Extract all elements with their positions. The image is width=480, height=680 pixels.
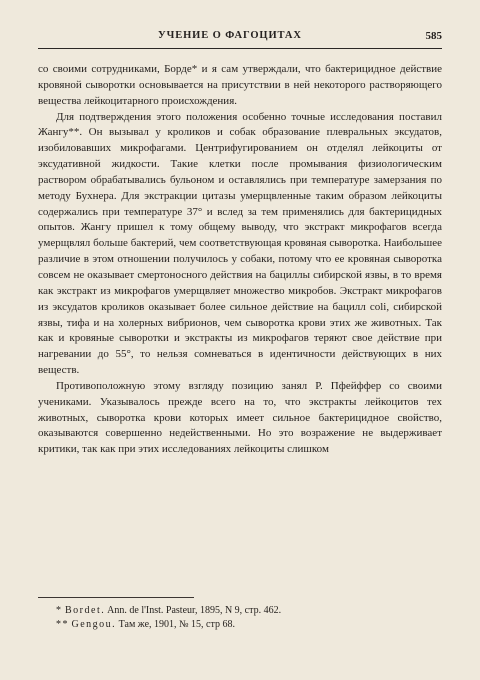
paragraph: Противоположную этому взгляду позицию занял Р. Пфейффер со своими учениками. Указывалось прежде всего на то, что экстракты лейкоцитов тех животных, сыворотка крови которых имеет сильное бактерицидное свойство, оказываются совершенно недейственными. Но это возражение не выдерживает критики, так как при этих исследованиях лейкоциты слишком [38,379,442,456]
main-text [38,62,442,458]
page-number: 585 [425,30,442,42]
footnote [38,618,442,632]
paragraph: Для подтверждения этого положения особенно точные исследования поставил Жангу**. Он вызывал у кроликов и собак образование плевральных эксудатов, изобиловавших микрофагами. Центрифугированием он отделял лейкоциты от эксудативной жидкости. Такие клетки после промывания физиологическим раствором обрабатывались бульоном и оставлялись при температуре замерзания по методу Бухнера. Для экстракции цитазы умерщвленные таким образом лейкоциты содержались при температуре 37° и вслед за тем применялись для бактерицидных опытов. Жангу пришел к тому общему выводу, что экстракт микрофагов всегда умерщвлял больше бактерий, чем соответствующая кровяная сыворотка. Наибольшее различие в этом отношении получилось у собаки, потому что ее кровяная сыворотка совсем не оказывает смертоносного действия на бациллы сибирской язвы, в то время как экстракт из микрофагов умерщвляет множество микробов. Экстракт микрофагов из эксудатов кроликов оказывает более сильное действие на бацилл coli, сибирской язвы, тифа и на холерных вибрионов, чем сыворотка крови этих же животных. Так как и кровяные сыворотки и экстракты из микрофагов теряют свое действие при нагревании до 55°, то нельзя сомневаться в идентичности действующих в них веществ. [38,110,442,377]
footnotes [38,604,442,632]
running-title: УЧЕНИЕ О ФАГОЦИТАХ [158,30,302,41]
footnote-author: Gengou. [71,619,117,630]
footnote-mark: ** [56,619,69,630]
footnote-text: Ann. de l'Inst. Pasteur, 1895, N 9, стр. 462. [107,605,282,616]
header-rule [38,48,442,49]
footnote-rule [38,597,194,598]
running-header [38,30,442,46]
footnote-text: Там же, 1901, № 15, стр 68. [118,619,235,630]
footnote [38,604,442,618]
footnote-author: Bordet. [65,605,106,616]
footnote-mark: * [56,605,63,616]
paragraph: со своими сотрудниками, Борде* и я сам утверждали, что бактерицидное действие кровяной сыворотки основывается на присутствии в ней некоторого растворяющего вещества лейкоцитарного происхождения. [38,63,442,107]
